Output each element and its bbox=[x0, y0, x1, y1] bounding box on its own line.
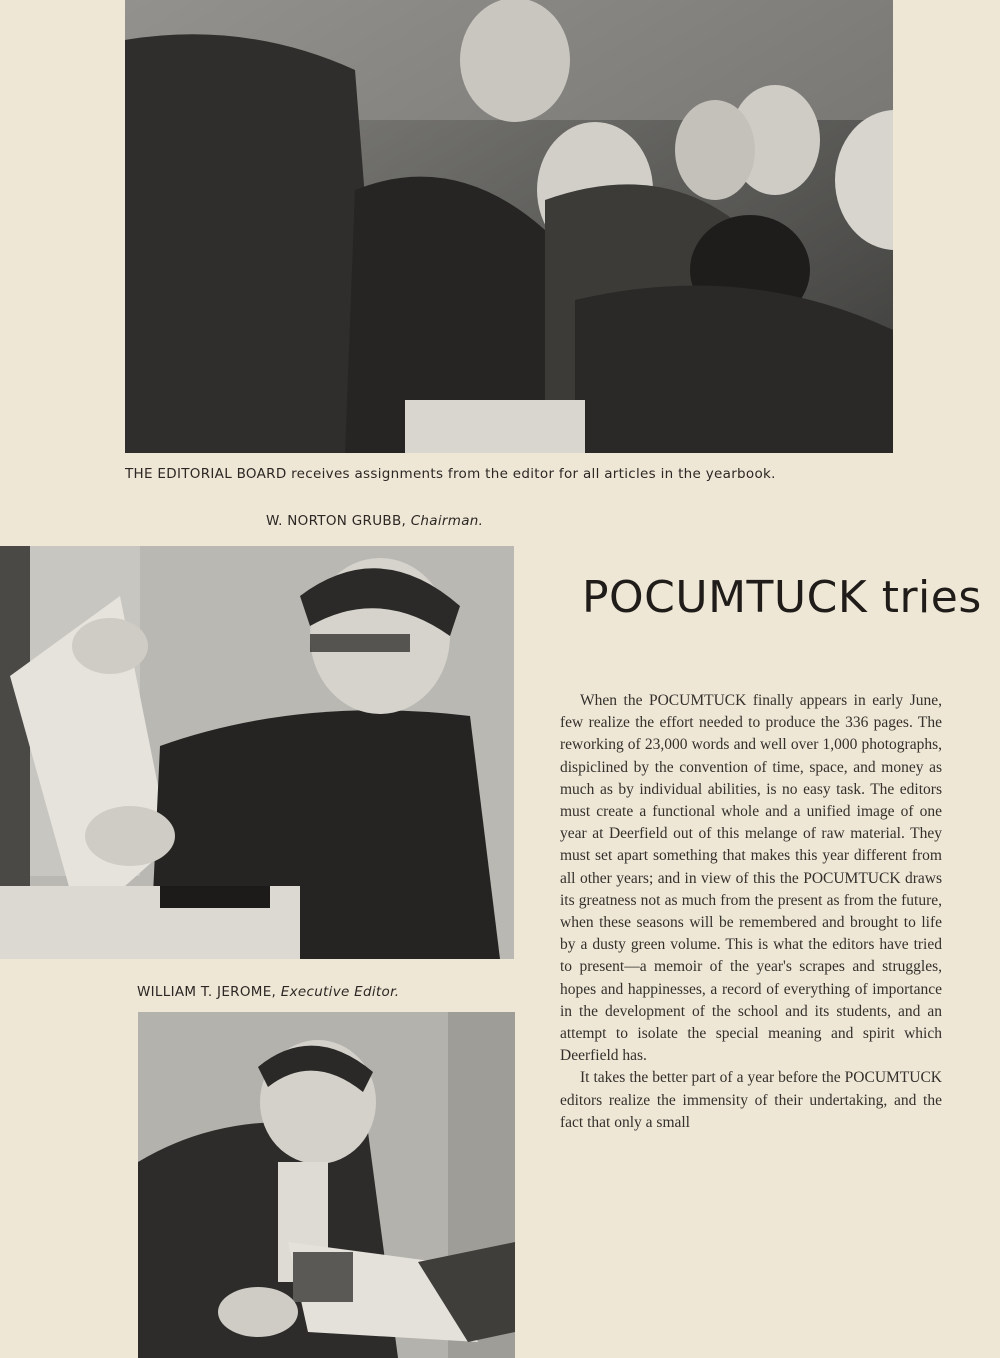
article-body bbox=[560, 690, 942, 1134]
article-paragraph-1: When the POCUMTUCK finally appears in early June, few realize the effort needed to produce the 336 pages. The reworking of 23,000 words and well over 1,000 photographs, dispiclined by the convention of time, space, and money as much as by individual abilities, is no easy task. The editors must create a functional whole and a unified image of one year at Deerfield out of this melange of raw material. They must set apart something that makes this year different from all other years; and in view of this the POCUMTUCK draws its greatness not as much from the present as from the future, when these seasons will be remembered and brought to life by a dusty green volume. This is what the editors have tried to present—a memoir of the year's scrapes and struggles, hopes and happinesses, a record of everything of importance in the development of the school and its students, and an attempt to isolate the special meaning and spirit which Deerfield has. bbox=[560, 692, 942, 1065]
chairman-role: Chairman. bbox=[410, 513, 484, 529]
executive-editor-name: WILLIAM T. JEROME, bbox=[137, 984, 277, 1000]
executive-editor-caption bbox=[137, 984, 399, 1000]
editorial-board-caption bbox=[125, 466, 776, 482]
chairman-caption bbox=[266, 513, 483, 529]
article-paragraph-2: It takes the better part of a year before the POCUMTUCK editors realize the immensity of their undertaking, and the fact that only a small bbox=[560, 1069, 942, 1131]
caption-lead: THE EDITORIAL BOARD bbox=[125, 466, 287, 482]
executive-editor-role: Executive Editor. bbox=[280, 984, 400, 1000]
executive-editor-photo bbox=[138, 1012, 515, 1358]
caption-rest: receives assignments from the editor for all articles in the yearbook. bbox=[286, 466, 776, 482]
chairman-photo bbox=[0, 546, 514, 959]
article-headline: POCUMTUCK tries bbox=[582, 572, 982, 623]
chairman-name: W. NORTON GRUBB, bbox=[266, 513, 407, 529]
editorial-board-photo bbox=[125, 0, 893, 453]
